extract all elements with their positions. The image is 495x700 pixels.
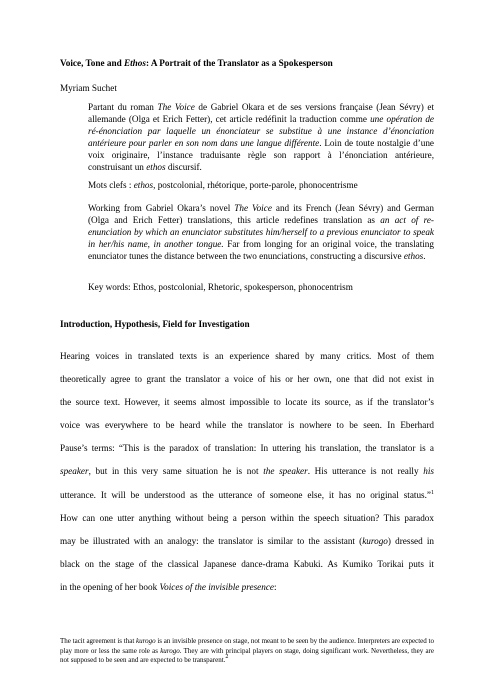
italic-run: his	[423, 466, 434, 477]
italic-run: ethos	[133, 180, 154, 190]
text-run: and its French (Jean Sévry) and German (Olga and Erich Fetter) translations, this article redefines translation as	[88, 203, 434, 225]
text-run: the source text. However, it seems almost impossible to locate its source, as if the translator’s	[60, 397, 434, 408]
body-line	[60, 576, 434, 599]
body-paragraph	[60, 345, 434, 599]
text-run: How can one utter anything without being a person within the speech situation? This paradox	[60, 512, 434, 523]
keywords-french-text	[88, 180, 434, 192]
body-line	[60, 484, 434, 507]
italic-run: The Voice	[157, 102, 195, 112]
text-run: .	[423, 250, 426, 261]
body-line	[60, 507, 434, 530]
title-start: Voice, Tone and	[60, 58, 124, 68]
text-run: . His utterance is not really	[307, 466, 424, 477]
text-run: is an invisible presence on stage, not meant to be seen by the audience. Interpreters are expected to play more or less the same role as	[60, 637, 434, 655]
title-ethos: Ethos	[124, 58, 146, 68]
author-name: Myriam Suchet	[60, 83, 117, 93]
title-end: : A Portrait of the Translator as a Spokesperson	[145, 58, 333, 68]
text-run: Working from Gabriel Okara’s novel	[88, 203, 235, 213]
text-run: ) dressed in	[387, 535, 435, 546]
text-run: in the opening of her book	[60, 581, 160, 592]
body-line	[60, 460, 434, 483]
text-run: theoretically agree to grant the translator a voice of his or her own, one that did not exist in	[60, 374, 434, 385]
text-run: may be illustrated with an analogy: the translator is similar to the assistant (	[60, 535, 363, 546]
text-run: , but in this very same situation he is not	[88, 466, 264, 477]
body-line	[60, 368, 434, 391]
footnote-marker: 2	[225, 654, 229, 661]
footnote-quote	[60, 637, 434, 666]
footnote-marker: 1	[431, 489, 434, 496]
text-run: utterance. It will be understood as the utterance of someone else, it has no original status.”	[60, 489, 431, 500]
paper-title	[60, 57, 460, 69]
text-run: Pause’s terms: “This is the paradox of translation: In uttering his translation, the translator is a	[60, 443, 434, 454]
body-line	[60, 530, 434, 553]
italic-run: Voices of the invisible presence	[159, 581, 274, 592]
italic-run: The Voice	[234, 203, 272, 213]
text-run: de Gabriel Okara et de ses versions française (Jean Sévry) et allemande (Olga et Erich Fetter), cet article redéfinit la traduction comme	[88, 102, 434, 124]
text-run: . They are with principal players on stage, doing significant work. Nevertheless, they are not supposed to be seen and are expected to be transparent.	[60, 646, 434, 665]
italic-run: an act of re-enunciation by which an enunciator substitutes him/herself to a previous enunciator to speak in her/his name, in another tongue.	[88, 214, 434, 249]
italic-run: ethos	[146, 161, 166, 172]
abstract-english	[88, 203, 434, 263]
body-line	[60, 345, 434, 368]
body-line	[60, 437, 434, 460]
body-line	[60, 391, 434, 414]
abstract-french-text	[88, 102, 434, 173]
text-run: Far from longing for an original voice, the translating enunciator tunes the distance between the two enunciations, constructing a discursive	[88, 238, 434, 261]
text-run: discursif.	[165, 161, 202, 172]
abstract-english-text	[88, 203, 434, 263]
italic-run: kurogo	[136, 637, 156, 645]
abstract-french	[88, 102, 434, 173]
italic-run: une opération de ré-énonciation par laquelle un énonciateur se substitue à une instance d’énonciation antérieure pour parler en son nom dans une langue différente	[88, 113, 434, 148]
section-heading: Introduction, Hypothesis, Field for Investigation	[60, 319, 250, 329]
keywords-english-text	[88, 282, 434, 294]
text-run: Hearing voices in translated texts is an experience shared by many critics. Most of them	[60, 351, 434, 361]
text-run: Mots clefs :	[88, 180, 134, 190]
italic-run: ethos	[403, 250, 424, 261]
text-run: . Loin de toute nostalgie d’une voix originaire, l’instance traduisante règle son rapport à l’énonciation antérieure, construisant un	[88, 137, 434, 172]
keywords-english	[88, 282, 434, 294]
text-run: The tacit agreement is that	[60, 637, 137, 645]
text-run: Key words: Ethos, postcolonial, Rhetoric, spokesperson, phonocentrism	[88, 282, 353, 292]
body-line	[60, 414, 434, 437]
text-run: black on the stage of the classical Japanese dance-drama Kabuki. As Kumiko Torikai puts it	[60, 558, 434, 569]
text-run: Partant du roman	[88, 102, 158, 112]
italic-run: kurogo	[362, 535, 388, 546]
keywords-french	[88, 180, 434, 192]
text-run: :	[273, 581, 277, 592]
text-run: voice was everywhere to be heard while the translator is nowhere to be seen. In Eberhard	[60, 420, 434, 431]
italic-run: the speaker	[263, 466, 308, 477]
italic-run: kurogo	[160, 646, 180, 655]
italic-run: speaker	[60, 466, 89, 477]
body-line	[60, 553, 434, 576]
text-run: , postcolonial, rhétorique, porte-parole, phonocentrisme	[153, 180, 358, 190]
